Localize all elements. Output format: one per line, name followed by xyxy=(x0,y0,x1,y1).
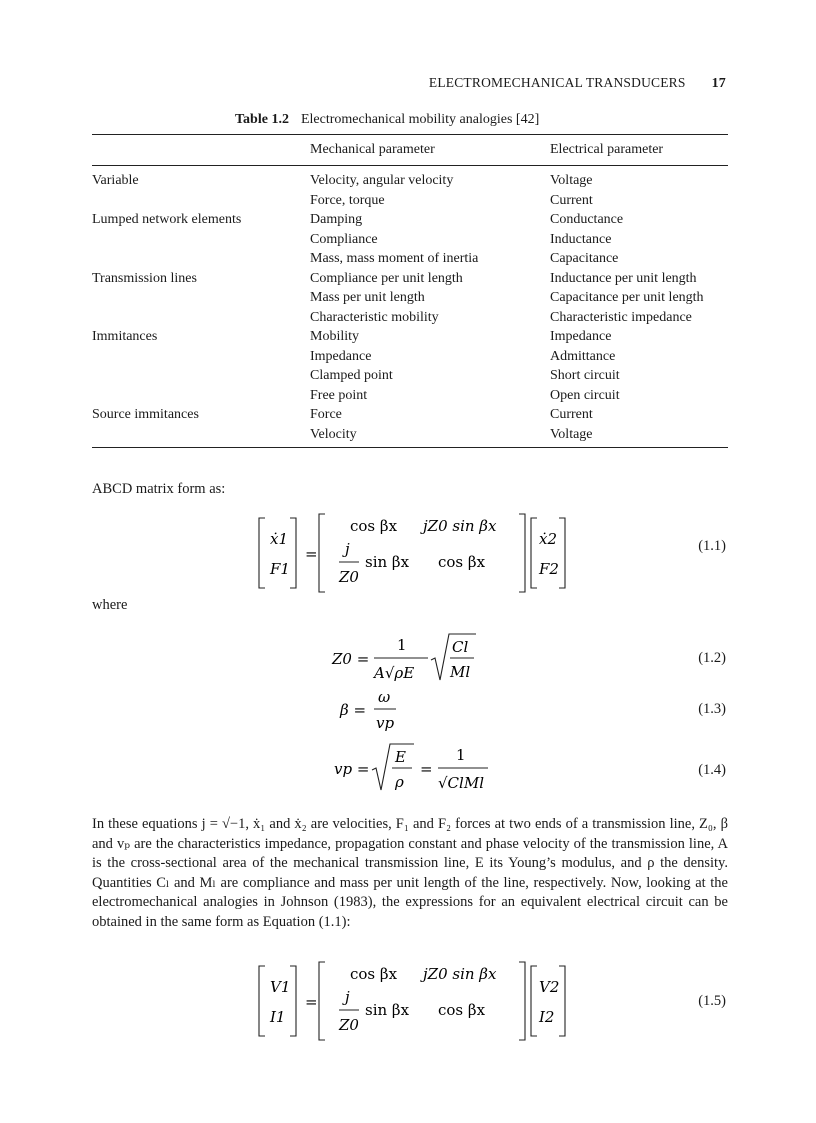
equation-number-1-2: (1.2) xyxy=(698,650,726,666)
eq1-rhs-top: ẋ2 xyxy=(539,530,558,548)
mechanical-parameter-cell: Free point xyxy=(310,387,368,403)
row-category-cell xyxy=(92,425,310,448)
mechanical-parameter-cell: Characteristic mobility xyxy=(310,309,439,325)
eq4-sqrt xyxy=(372,744,414,790)
eq4-root-num: E xyxy=(395,748,406,766)
running-head-title: ELECTROMECHANICAL TRANSDUCERS xyxy=(428,75,686,90)
table-row xyxy=(92,166,728,191)
equation-1-3-svg xyxy=(338,685,408,733)
electrical-parameter-cell: Inductance xyxy=(550,231,612,247)
equation-1-2 xyxy=(330,628,480,688)
equation-1-4-svg xyxy=(332,740,502,796)
eq1-m12: jZ0 sin βx xyxy=(423,517,497,535)
equation-1-5-svg xyxy=(255,960,575,1042)
table-row xyxy=(92,269,728,289)
table-row xyxy=(92,386,728,406)
eq4-root-den: ρ xyxy=(395,773,404,791)
equation-1-4 xyxy=(332,740,502,800)
eq3-den: vp xyxy=(376,714,395,732)
electrical-parameter-cell: Conductance xyxy=(550,212,624,227)
eq1-m11: cos βx xyxy=(350,517,398,535)
electrical-parameter-cell: Capacitance xyxy=(550,251,619,266)
eq5-rhs-top: V2 xyxy=(539,978,560,996)
row-category-cell xyxy=(92,288,310,308)
eq5-lhs-bottom: I1 xyxy=(270,1008,286,1026)
table-row xyxy=(92,230,728,250)
eq5-m21-num: j xyxy=(345,988,350,1006)
table-row xyxy=(92,288,728,308)
equation-number-1-4: (1.4) xyxy=(698,762,726,778)
table-row xyxy=(92,366,728,386)
electrical-parameter-cell: Admittance xyxy=(550,348,616,364)
eq1-m22: cos βx xyxy=(438,553,486,571)
eq2-den: A√ρE xyxy=(374,664,415,682)
table-label: Table 1.2 xyxy=(235,112,289,127)
where-text: where xyxy=(92,597,128,613)
eq3-num: ω xyxy=(378,688,391,706)
table-caption xyxy=(235,112,539,128)
equation-1-5 xyxy=(255,960,575,1046)
mechanical-parameter-cell: Clamped point xyxy=(310,368,393,383)
eq2-num: 1 xyxy=(397,636,407,654)
page-number: 17 xyxy=(711,76,726,91)
mechanical-parameter-cell: Impedance xyxy=(310,348,372,364)
row-category-cell xyxy=(92,249,310,269)
eq1-lhs-top: ẋ1 xyxy=(270,530,289,548)
equation-1-1-svg xyxy=(255,512,575,594)
eq5-lhs-top: V1 xyxy=(270,978,291,996)
electrical-parameter-cell: Inductance per unit length xyxy=(550,270,697,286)
electrical-parameter-cell: Current xyxy=(550,192,593,208)
eq3-lhs: β = xyxy=(340,701,367,719)
analogies-table xyxy=(92,134,728,448)
equation-number-1-1: (1.1) xyxy=(698,538,726,554)
table-row xyxy=(92,347,728,367)
eq1-m21-den: Z0 xyxy=(339,568,359,586)
table-row xyxy=(92,425,728,448)
table-row xyxy=(92,308,728,328)
mechanical-parameter-cell: Compliance xyxy=(310,231,378,247)
column-header xyxy=(92,135,310,166)
eq2-root-den: Ml xyxy=(450,663,471,681)
mechanical-parameter-cell: Force, torque xyxy=(310,192,385,208)
eq5-m21-den: Z0 xyxy=(339,1016,359,1034)
mechanical-parameter-cell: Mass per unit length xyxy=(310,290,425,305)
mechanical-parameter-cell: Force xyxy=(310,407,342,422)
mechanical-parameter-cell: Mobility xyxy=(310,329,360,344)
eq1-rhs-bottom: F2 xyxy=(539,560,559,578)
equation-1-3 xyxy=(338,685,408,737)
eq4-den: √ClMl xyxy=(438,774,484,792)
table-row xyxy=(92,210,728,230)
eq1-lhs-bottom: F1 xyxy=(270,560,290,578)
body-paragraph: In these equations j = √−1, ẋ₁ and ẋ₂ are velocities, F₁ and F₂ forces at two ends of a transmission line, Z₀, β and vₚ are the characteristics impedance, propagation constant and phase velocity of the transmission line, A is the cross-sectional area of the mechanical transmission line, E its Young’s modulus, and ρ the density. Quantities Cₗ and Mₗ are compliance and mass per unit length of the line, respectively. Now, looking at the electromechanical analogies in Johnson (1983), the expressions for an equivalent electrical circuit can be obtained in the same form as Equation (1.1): xyxy=(92,816,728,930)
eq4-lhs: vp = xyxy=(334,760,370,778)
eq5-m22: cos βx xyxy=(438,1001,486,1019)
table-title: Electromechanical mobility analogies [42] xyxy=(300,112,540,127)
mechanical-parameter-cell: Mass, mass moment of inertia xyxy=(310,251,479,266)
table-row xyxy=(92,191,728,211)
eq5-m21-tail: sin βx xyxy=(365,1001,410,1019)
row-category-cell xyxy=(92,191,310,211)
eq1-m21-num: j xyxy=(345,540,350,558)
eq2-lhs: Z0 = xyxy=(332,650,370,668)
eq1-m21-tail: sin βx xyxy=(365,553,410,571)
eq4-num: 1 xyxy=(456,746,466,764)
column-header: Mechanical parameter xyxy=(310,142,435,157)
intro-text: ABCD matrix form as: xyxy=(92,481,226,497)
electrical-parameter-cell: Current xyxy=(550,407,593,422)
row-category-cell: Variable xyxy=(92,173,139,188)
mechanical-parameter-cell: Compliance per unit length xyxy=(310,270,463,286)
table-row xyxy=(92,249,728,269)
table-row xyxy=(92,327,728,347)
electrical-parameter-cell: Short circuit xyxy=(550,368,620,383)
table-row xyxy=(92,405,728,425)
row-category-cell: Transmission lines xyxy=(92,270,197,286)
eq5-equals: = xyxy=(305,993,318,1011)
equation-number-1-3: (1.3) xyxy=(698,701,726,717)
row-category-cell: Immitances xyxy=(92,329,158,344)
eq5-m12: jZ0 sin βx xyxy=(423,965,497,983)
column-header: Electrical parameter xyxy=(550,142,664,157)
equation-number-1-5: (1.5) xyxy=(698,993,726,1009)
row-category-cell: Source immitances xyxy=(92,407,199,422)
electrical-parameter-cell: Characteristic impedance xyxy=(550,309,692,325)
electrical-parameter-cell: Open circuit xyxy=(550,387,620,403)
eq5-m11: cos βx xyxy=(350,965,398,983)
table-body xyxy=(92,166,728,448)
row-category-cell xyxy=(92,347,310,367)
row-category-cell xyxy=(92,230,310,250)
row-category-cell xyxy=(92,386,310,406)
eq5-rhs-bottom: I2 xyxy=(539,1008,555,1026)
mechanical-parameter-cell: Damping xyxy=(310,212,363,227)
eq4-equals: = xyxy=(420,760,433,778)
equation-1-1 xyxy=(255,512,575,598)
mechanical-parameter-cell: Velocity, angular velocity xyxy=(310,173,454,188)
electrical-parameter-cell: Voltage xyxy=(550,426,593,442)
electrical-parameter-cell: Voltage xyxy=(550,173,593,188)
eq1-equals: = xyxy=(305,545,318,563)
electrical-parameter-cell: Capacitance per unit length xyxy=(550,290,704,305)
table-header-row xyxy=(92,135,728,166)
row-category-cell xyxy=(92,366,310,386)
row-category-cell: Lumped network elements xyxy=(92,212,242,227)
eq2-root-num: Cl xyxy=(452,638,469,656)
electrical-parameter-cell: Impedance xyxy=(550,329,612,344)
row-category-cell xyxy=(92,308,310,328)
mechanical-parameter-cell: Velocity xyxy=(310,426,357,442)
equation-1-2-svg xyxy=(330,628,480,684)
running-head xyxy=(429,75,726,92)
